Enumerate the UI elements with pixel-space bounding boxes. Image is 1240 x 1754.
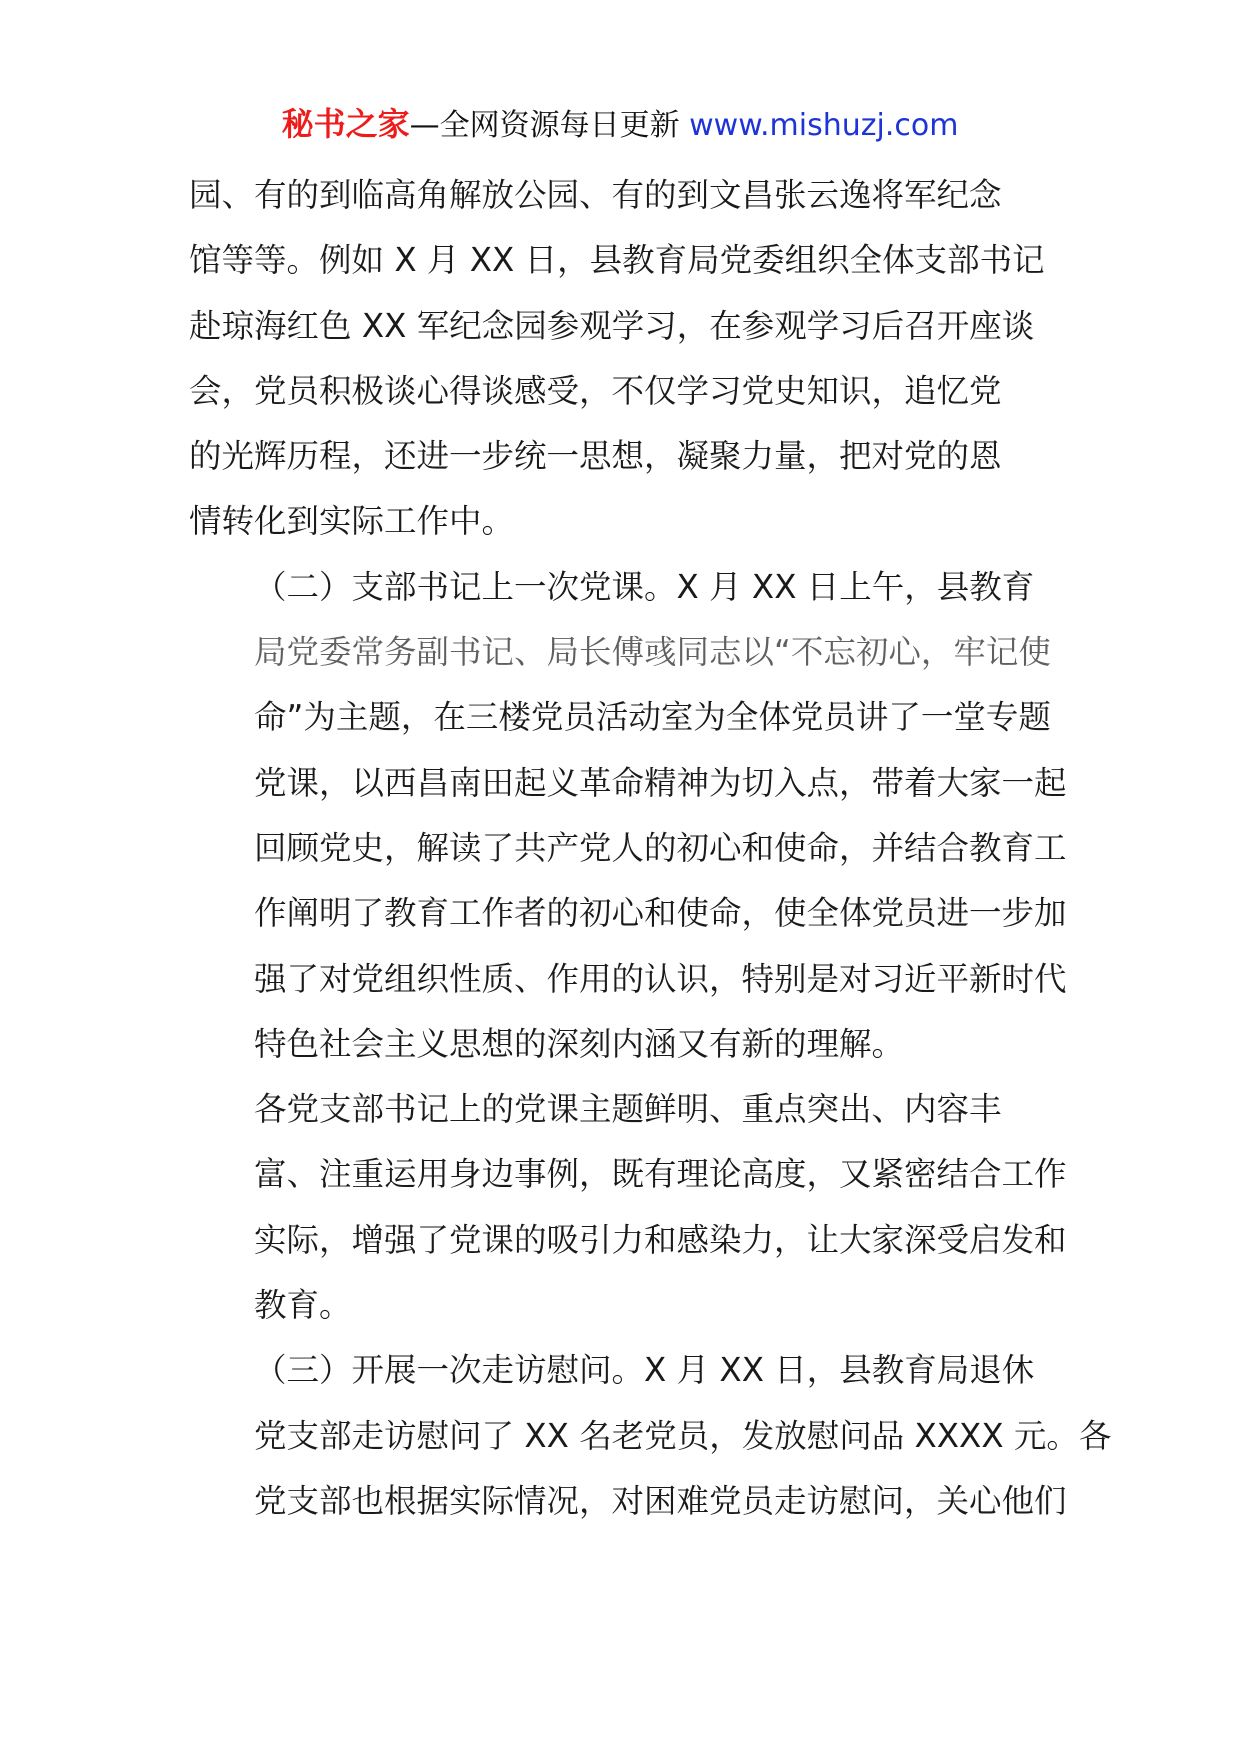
text-line: 各党支部书记上的党课主题鲜明、重点突出、内容丰 <box>254 1090 1002 1129</box>
text-line: （二）支部书记上一次党课。X 月 XX 日上午，县教育 <box>254 567 1035 606</box>
text-line: 富、注重运用身边事例，既有理论高度，又紧密结合工作 <box>254 1155 1067 1194</box>
text-line: 命”为主题，在三楼党员活动室为全体党员讲了一堂专题 <box>254 698 1051 737</box>
paragraph <box>189 555 1069 1077</box>
paragraph <box>189 1338 1112 1534</box>
text-line: 的光辉历程，还进一步统一思想，凝聚力量，把对党的恩 <box>189 437 1002 476</box>
text-line: 特色社会主义思想的深刻内涵又有新的理解。 <box>254 1024 905 1063</box>
text-line: 馆等等。例如 X 月 XX 日，县教育局党委组织全体支部书记 <box>189 241 1045 280</box>
text-line: （三）开展一次走访慰问。X 月 XX 日，县教育局退休 <box>254 1351 1035 1390</box>
text-line: 党课，以西昌南田起义革命精神为切入点，带着大家一起 <box>254 763 1067 802</box>
brand-name: 秘书之家 <box>281 105 410 143</box>
text-line: 党支部也根据实际情况，对困难党员走访慰问，关心他们 <box>254 1481 1067 1520</box>
header-slogan: —全网资源每日更新 <box>409 108 680 143</box>
site-url-link[interactable]: www.mishuzj.com <box>689 108 959 143</box>
paragraph <box>189 1077 1069 1338</box>
document-body <box>189 163 1112 1534</box>
text-line: 园、有的到临高角解放公园、有的到文昌张云逸将军纪念 <box>189 176 1002 214</box>
text-line: 局党委常务副书记、局长傅彧同志以“不忘初心，牢记使 <box>254 633 1051 672</box>
text-line: 情转化到实际工作中。 <box>189 502 515 541</box>
text-line: 实际，增强了党课的吸引力和感染力，让大家深受启发和 <box>254 1220 1067 1259</box>
paragraph <box>189 163 1069 555</box>
text-line: 强了对党组织性质、作用的认识，特别是对习近平新时代 <box>254 959 1067 998</box>
text-line: 回顾党史，解读了共产党人的初心和使命，并结合教育工 <box>254 828 1067 867</box>
text-line: 党支部走访慰问了 XX 名老党员，发放慰问品 XXXX 元。各 <box>254 1416 1112 1455</box>
text-line: 会，党员积极谈心得谈感受，不仅学习党史知识，追忆党 <box>189 371 1002 410</box>
text-line: 作阐明了教育工作者的初心和使命，使全体党员进一步加 <box>254 894 1067 933</box>
text-line: 教育。 <box>254 1286 352 1325</box>
text-line: 赴琼海红色 XX 军纪念园参观学习，在参观学习后召开座谈 <box>189 306 1035 345</box>
page-header <box>0 100 1240 150</box>
